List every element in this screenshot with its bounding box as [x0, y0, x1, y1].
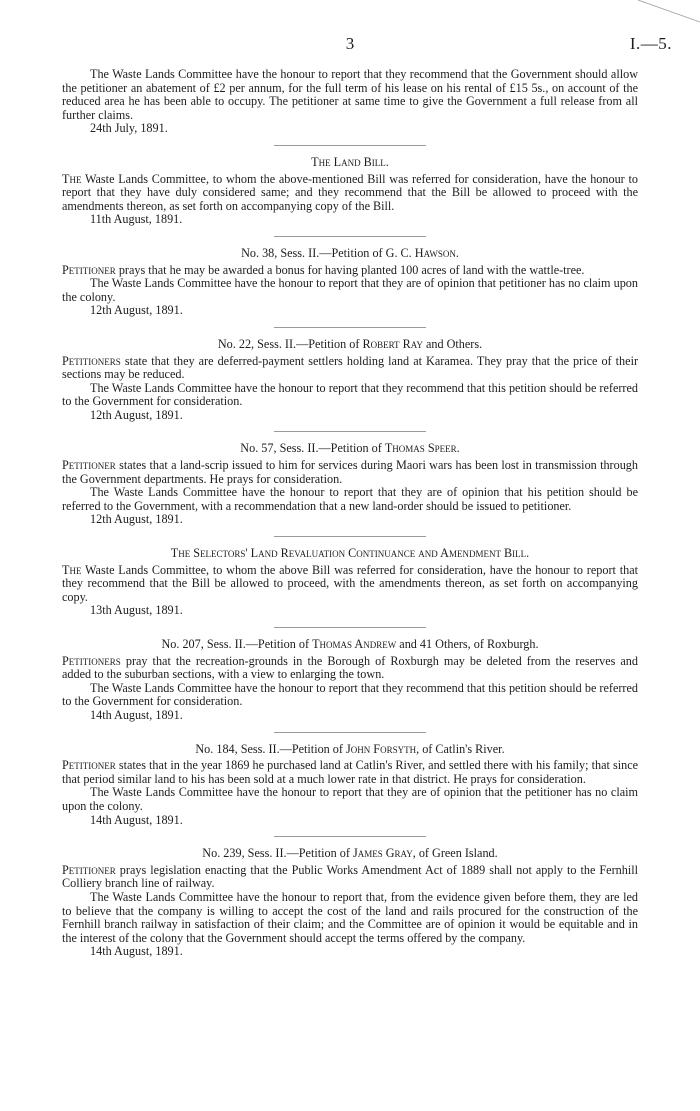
intro-date: 24th July, 1891. [90, 121, 168, 136]
page-number: 3 [345, 34, 355, 53]
section-date: 14th August, 1891. [90, 944, 183, 959]
section-divider [274, 145, 426, 146]
section-divider [274, 431, 426, 432]
section-heading: No. 22, Sess. II.—Petition of Robert Ray and Others. [217, 336, 483, 351]
section-date: 12th August, 1891. [90, 407, 183, 422]
committee-report: The Waste Lands Committee have the honour to report that they recommend that this petition should be referred to the Government for consideration. [62, 680, 638, 709]
section-heading: No. 207, Sess. II.—Petition of Thomas Andrew and 41 Others, of Roxburgh. [161, 637, 539, 651]
section-land-bill [62, 156, 638, 227]
section-date: 13th August, 1891. [90, 603, 183, 618]
section-heading: No. 239, Sess. II.—Petition of James Gray, of Green Island. [202, 846, 498, 861]
committee-report: The Waste Lands Committee have the honour to report that they recommend that this petition should be referred to the Government for consideration. [62, 380, 638, 409]
section-body: Petitioner states that in the year 1869 he purchased land at Catlin's River, and settled there with his family; that since that period similar land to his has been sold at a much lower rate in that district. He prays for consideration. [62, 758, 639, 786]
section-petition-184 [62, 743, 638, 828]
section-body: Petitioner prays legislation enacting that the Public Works Amendment Act of 1889 shall not apply to the Fernhill Colliery branch line of railway. [62, 862, 638, 891]
page-corner-mark [620, 0, 700, 30]
section-heading: No. 57, Sess. II.—Petition of Thomas Speer. [240, 441, 460, 456]
section-divider [274, 536, 426, 537]
committee-report: The Waste Lands Committee have the honour to report that, from the evidence given before them, they are led to believe that the company is willing to accept the cost of the land and rails procured for the construction of the Fernhill branch railway in satisfaction of their claim; and the Committee are of opinion it would be equitable and in the interest of the colony that the Government should accept the terms offered by the company. [62, 889, 638, 945]
section-petition-239 [62, 847, 638, 959]
section-heading: No. 184, Sess. II.—Petition of John Forsyth, of Catlin's River. [195, 741, 505, 756]
section-divider [274, 732, 426, 733]
section-heading: The Selectors' Land Revaluation Continuance and Amendment Bill. [170, 546, 530, 561]
report-content [62, 68, 638, 959]
committee-report: The Waste Lands Committee have the honour to report that they are of opinion that the petitioner has no claim upon the colony. [62, 785, 638, 813]
section-date: 14th August, 1891. [90, 707, 183, 722]
section-body: Petitioners state that they are deferred-payment settlers holding land at Karamea. They pray that the price of their sections may be reduced. [62, 353, 639, 382]
section-body: Petitioner prays that he may be awarded a bonus for having planted 100 acres of land with the wattle-tree. [62, 262, 585, 277]
section-petition-207 [62, 638, 638, 723]
section-heading: No. 38, Sess. II.—Petition of G. C. Hawson. [241, 245, 459, 260]
section-divider [274, 236, 426, 237]
section-date: 14th August, 1891. [90, 812, 183, 827]
section-petition-22 [62, 338, 638, 423]
section-date: 12th August, 1891. [90, 303, 183, 318]
section-selectors-bill [62, 547, 638, 618]
section-date: 12th August, 1891. [90, 512, 183, 527]
section-petition-38 [62, 247, 638, 318]
section-divider [274, 836, 426, 837]
section-body: The Waste Lands Committee, to whom the above Bill was referred for consideration, have the honour to report that they recommend that the Bill be allowed to proceed, with the amendments thereon, as set forth on accompanying copy. [62, 562, 638, 604]
section-body: The Waste Lands Committee, to whom the above-mentioned Bill was referred for consideration, have the honour to report that they have duly considered same; and they recommend that the Bill be allowed to proceed with the amendments thereon, as set forth on accompanying copy of the Bill. [62, 171, 638, 213]
section-divider [274, 627, 426, 628]
committee-report: The Waste Lands Committee have the honour to report that they are of opinion that petitioner has no claim upon the colony. [62, 276, 638, 304]
section-heading: The Land Bill. [311, 154, 389, 169]
document-reference: I.—5. [629, 34, 672, 53]
section-date: 11th August, 1891. [90, 212, 183, 227]
section-body: Petitioner states that a land-scrip issued to him for services during Maori wars has been lost in transmission through the Government departments. He prays for consideration. [62, 458, 638, 486]
committee-report: The Waste Lands Committee have the honour to report that they are of opinion that his petition should be referred to the Government, with a recommendation that a new land-order should be issued to petitioner. [62, 485, 638, 513]
intro-paragraph: The Waste Lands Committee have the honour to report that they recommend that the Government should allow the petitioner an abatement of £2 per annum, for the full term of his lease on his rental of £15 5s., on account of the reduced area he has been able to occupy. The petitioner at same time to give the Government a full release from all further claims. [62, 67, 638, 122]
section-divider [274, 327, 426, 328]
section-petition-57 [62, 442, 638, 527]
section-body: Petitioners pray that the recreation-grounds in the Borough of Roxburgh may be deleted from the reserves and added to the suburban sections, with a view to enlarging the town. [62, 653, 638, 682]
